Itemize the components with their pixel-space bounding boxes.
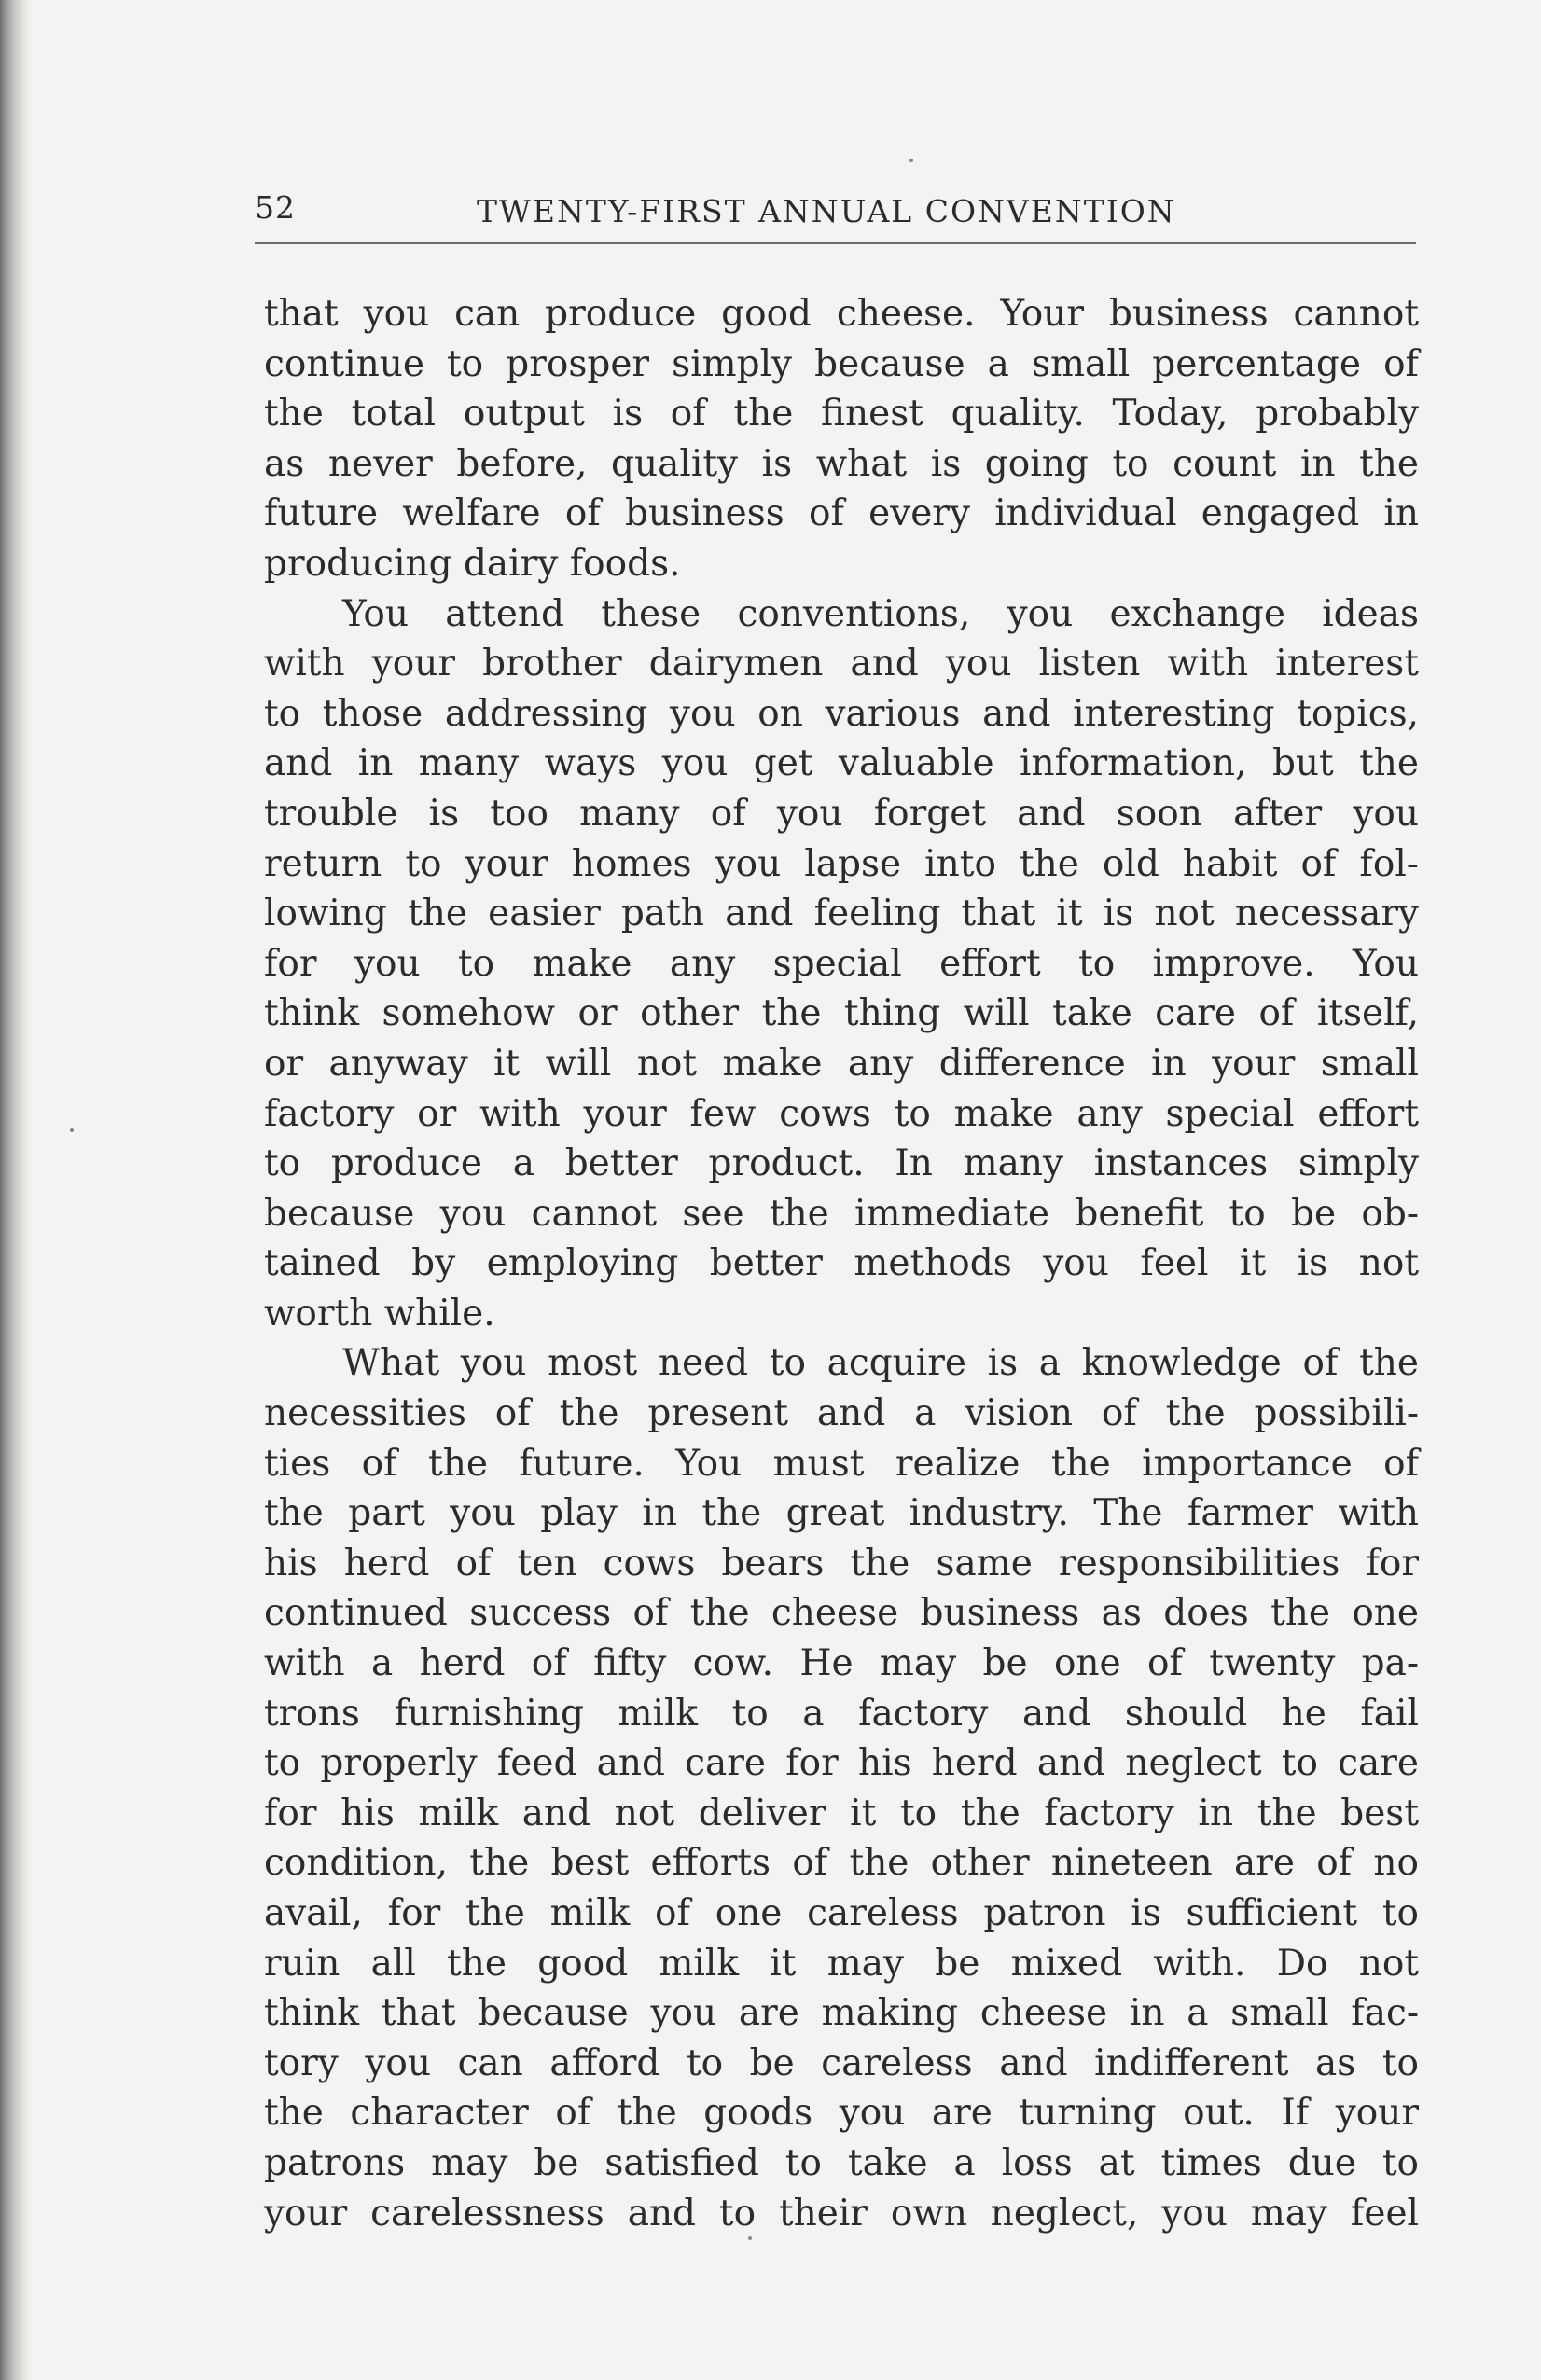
text-line: ruin all the good milk it may be mixed with. Do not bbox=[264, 1942, 1419, 1985]
text-line: think that because you are making cheese in a small fac- bbox=[264, 1992, 1419, 2035]
text-line: tory you can afford to be careless and indifferent as to bbox=[264, 2041, 1419, 2084]
text-line: and in many ways you get valuable information, but the bbox=[264, 742, 1419, 785]
text-line: trouble is too many of you forget and soon after you bbox=[264, 792, 1419, 835]
text-line: patrons may be satisfied to take a loss at times due to bbox=[264, 2141, 1419, 2184]
text-line: your carelessness and to their own neglect, you may feel bbox=[264, 2192, 1419, 2235]
text-line: continue to prosper simply because a small percentage of bbox=[264, 342, 1419, 385]
header-rule bbox=[255, 242, 1416, 244]
text-line: continued success of the cheese business as does the one bbox=[264, 1592, 1419, 1635]
text-line: You attend these conventions, you exchange ideas bbox=[342, 592, 1419, 635]
text-line: future welfare of business of every individual engaged in bbox=[264, 492, 1419, 535]
text-line: for his milk and not deliver it to the factory in the best bbox=[264, 1792, 1419, 1834]
text-line: the total output is of the finest quality. Today, probably bbox=[264, 393, 1419, 436]
speck bbox=[748, 2236, 752, 2240]
page-number: 52 bbox=[255, 189, 296, 226]
text-line: or anyway it will not make any difference in your small bbox=[264, 1042, 1419, 1085]
text-line: to produce a better product. In many instances simply bbox=[264, 1142, 1419, 1185]
text-line: necessities of the present and a vision of the possibili- bbox=[264, 1392, 1419, 1435]
text-line: producing dairy foods. bbox=[264, 542, 681, 585]
text-line: tained by employing better methods you feel it is not bbox=[264, 1242, 1419, 1285]
text-line: to properly feed and care for his herd and neglect to care bbox=[264, 1742, 1419, 1785]
text-line: as never before, quality is what is going to count in the bbox=[264, 442, 1419, 485]
text-line: think somehow or other the thing will take care of itself, bbox=[264, 992, 1419, 1035]
text-line: return to your homes you lapse into the old habit of fol- bbox=[264, 842, 1419, 885]
text-line: trons furnishing milk to a factory and should he fail bbox=[264, 1692, 1419, 1735]
text-line: worth while. bbox=[264, 1292, 495, 1335]
speck bbox=[909, 159, 913, 162]
text-line: avail, for the milk of one careless patron is sufficient to bbox=[264, 1892, 1419, 1934]
text-line: ties of the future. You must realize the importance of bbox=[264, 1442, 1419, 1485]
text-line: lowing the easier path and feeling that it is not necessary bbox=[264, 892, 1419, 935]
body-text bbox=[264, 289, 1419, 2238]
text-line: condition, the best efforts of the other nineteen are of no bbox=[264, 1842, 1419, 1885]
text-line: What you most need to acquire is a knowledge of the bbox=[342, 1342, 1419, 1385]
text-line: factory or with your few cows to make any special effort bbox=[264, 1092, 1419, 1135]
binding-shadow bbox=[0, 0, 32, 2380]
running-title: TWENTY-FIRST ANNUAL CONVENTION bbox=[477, 193, 1176, 229]
text-line: his herd of ten cows bears the same responsibilities for bbox=[264, 1542, 1419, 1584]
text-line: to those addressing you on various and interesting topics, bbox=[264, 692, 1419, 735]
text-line: that you can produce good cheese. Your business cannot bbox=[264, 293, 1419, 335]
text-line: because you cannot see the immediate benefit to be ob- bbox=[264, 1192, 1419, 1235]
text-line: the part you play in the great industry. The farmer with bbox=[264, 1492, 1419, 1535]
text-line: with your brother dairymen and you listen with interest bbox=[264, 643, 1419, 685]
text-line: the character of the goods you are turning out. If your bbox=[264, 2092, 1419, 2135]
text-line: for you to make any special effort to improve. You bbox=[264, 942, 1419, 985]
text-line: with a herd of fifty cow. He may be one of twenty pa- bbox=[264, 1642, 1419, 1685]
page-header bbox=[255, 189, 1416, 245]
speck bbox=[70, 1128, 74, 1132]
